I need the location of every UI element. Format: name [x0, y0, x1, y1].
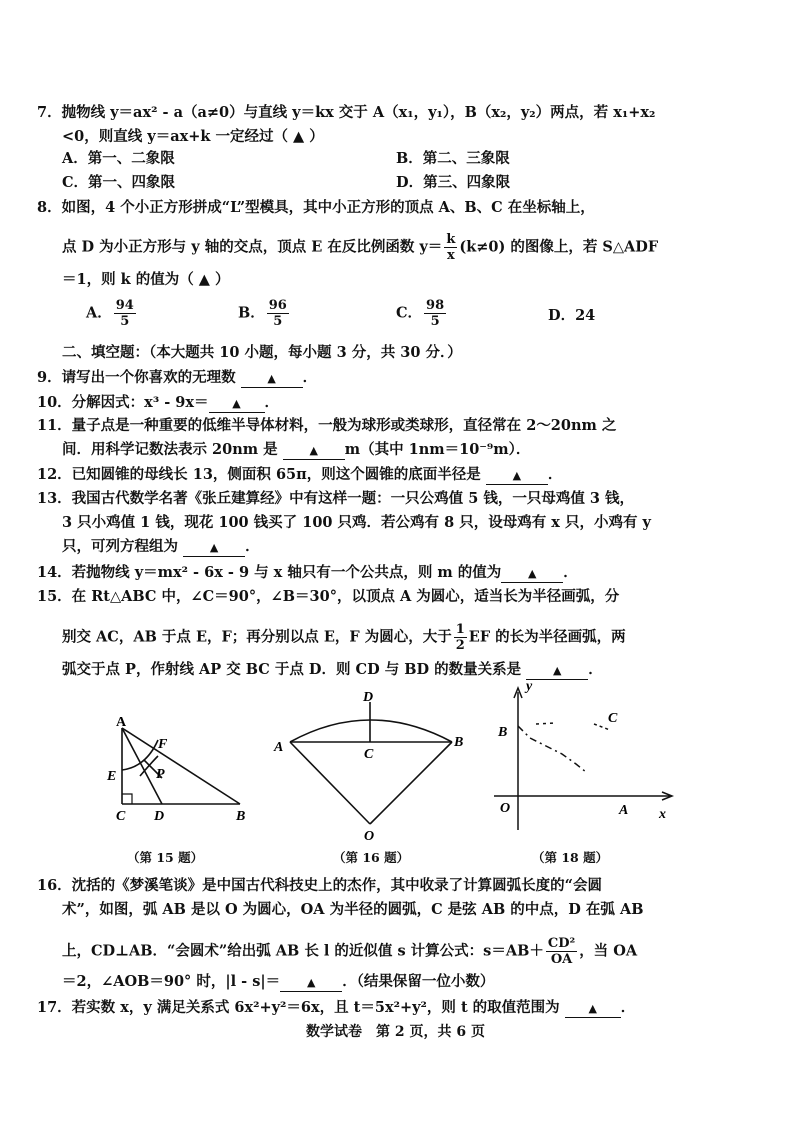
q15-fraction-one-half: $\frac{1}{2}$ — [455, 622, 465, 653]
fig16-arc-ab — [290, 720, 452, 742]
q8-line-1: 8．如图，4 个小正方形拼成“L”型模具，其中小正方形的顶点 A、B、C 在坐标轴上， — [37, 199, 595, 216]
q13-line-1: 13．我国古代数学名著《张丘建算经》中有这样一题：一只公鸡值 5 钱，一只母鸡值 3 钱， — [37, 490, 635, 507]
q11-line-1: 11．量子点是一种重要的低维半导体材料，一般为球形或类球形，直径常在 2～20nm 之 — [37, 417, 617, 434]
figure-18 — [486, 680, 686, 840]
fig16-radius-ob — [370, 742, 452, 824]
q7-option-d: D．第三、四象限 — [396, 174, 511, 191]
fig15-label-a: A — [116, 715, 127, 730]
fig16-label-o: O — [364, 829, 375, 844]
q8-line-3: ＝1，则 k 的值为（ ▲ ） — [62, 271, 230, 288]
q7-line-1: 7．抛物线 y＝ax² - a（a≠0）与直线 y＝kx 交于 A（x₁，y₁），B（x₂，y₂）两点，若 x₁+x₂ — [37, 104, 656, 121]
q8-option-a: A． $\frac{94}{5}$ — [86, 298, 134, 329]
q10-answer-blank[interactable]: ▲ — [209, 395, 265, 413]
page-footer: 数学试卷 第 2 页，共 6 页 — [306, 1024, 485, 1040]
fig18-faint-segment-bc — [536, 723, 556, 724]
fig18-faint-segment-ba — [518, 726, 586, 772]
fig18-label-c: C — [608, 711, 618, 726]
fig16-label-a: A — [274, 740, 284, 755]
q15-line-2: 别交 AC，AB 于点 E，F；再分别以点 E，F 为圆心，大于 $\frac{1}{2}$ EF 的长为半径画弧，两 — [62, 622, 626, 653]
q9: 9．请写出一个你喜欢的无理数 ▲ ． — [37, 369, 318, 386]
q7-line-2: <0，则直线 y＝ax+k 一定经过（ ▲ ） — [62, 128, 324, 145]
fig16-label-d: D — [363, 690, 374, 705]
q8-line-2: 点 D 为小正方形与 y 轴的交点，顶点 E 在反比例函数 y＝ $\frac{k}{x}$ (k≠0) 的图像上，若 S△ADF — [62, 232, 659, 263]
q8-option-d: D．24 — [548, 307, 596, 324]
q15-line-1: 15．在 Rt△ABC 中，∠C＝90°，∠B＝30°，以顶点 A 为圆心，适当长为半径画弧，分 — [37, 588, 620, 605]
q14: 14．若抛物线 y＝mx² - 6x - 9 与 x 轴只有一个公共点，则 m 的值为 ▲ ． — [37, 564, 578, 581]
q16-fraction-cd2-over-oa: $\frac{\text{CD²}}{OA}$ — [547, 936, 576, 967]
q16-line-1: 16．沈括的《梦溪笔谈》是中国古代科技史上的杰作，其中收录了计算圆弧长度的“会圆 — [37, 877, 603, 894]
q11-answer-blank[interactable]: ▲ — [283, 442, 345, 460]
q7-option-c: C．第一、四象限 — [62, 174, 176, 191]
fig18-label-o: O — [500, 801, 511, 816]
fig18-label-a: A — [619, 803, 629, 818]
q12: 12．已知圆锥的母线长 13，侧面积 65π，则这个圆锥的底面半径是 ▲ ． — [37, 466, 563, 483]
q7-option-a: A．第一、二象限 — [62, 150, 175, 167]
fig16-caption: （第 16 题） — [333, 850, 410, 865]
q14-answer-blank[interactable]: ▲ — [501, 565, 563, 583]
section-2-heading: 二、填空题：（本大题共 10 小题，每小题 3 分，共 30 分．） — [62, 344, 462, 361]
figure-16 — [270, 684, 470, 844]
fig15-label-c: C — [116, 809, 126, 824]
fig18-caption: （第 18 题） — [532, 850, 609, 865]
fig15-ray-ap — [122, 728, 162, 804]
q15-line-3: 弧交于点 P，作射线 AP 交 BC 于点 D．则 CD 与 BD 的数量关系是 ▲ ． — [62, 661, 603, 678]
q15-answer-blank[interactable]: ▲ — [526, 662, 588, 680]
fig18-label-y: y — [526, 680, 533, 694]
fig15-caption: （第 15 题） — [127, 850, 204, 865]
q13-answer-blank[interactable]: ▲ — [183, 539, 245, 557]
fig15-label-e: E — [107, 769, 117, 784]
q16-line-4: ＝2，∠AOB＝90° 时，|l - s|＝ ▲ ．（结果保留一位小数） — [62, 973, 495, 990]
q11-line-2: 间．用科学记数法表示 20nm 是 ▲ m（其中 1nm＝10⁻⁹m）． — [62, 441, 531, 458]
fig15-label-f: F — [158, 737, 168, 752]
q13-line-2: 3 只小鸡值 1 钱，现花 100 钱买了 100 只鸡．若公鸡有 8 只，设母鸡有 x 只，小鸡有 y — [62, 514, 651, 531]
q10: 10．分解因式：x³ - 9x＝ ▲ ． — [37, 394, 280, 411]
fig16-label-c: C — [364, 747, 374, 762]
q8-fraction-k-over-x: $\frac{k}{x}$ — [446, 232, 456, 263]
q16-answer-blank[interactable]: ▲ — [280, 974, 342, 992]
fig18-label-x: x — [659, 807, 666, 822]
q8-option-b: B． $\frac{96}{5}$ — [238, 298, 287, 329]
q8-option-c: C． $\frac{98}{5}$ — [396, 298, 445, 329]
fig16-label-b: B — [454, 735, 464, 750]
fig16-radius-oa — [290, 742, 370, 824]
fig15-label-b: B — [236, 809, 246, 824]
q16-line-2: 术”，如图，弧 AB 是以 O 为圆心，OA 为半径的圆弧，C 是弦 AB 的中点，D 在弧 AB — [62, 901, 644, 918]
figure-15 — [100, 712, 270, 824]
fig15-right-angle-mark — [122, 794, 132, 804]
fig18-label-b: B — [498, 725, 508, 740]
q16-line-3: 上，CD⊥AB．“会圆术”给出弧 AB 长 l 的近似值 s 计算公式：s＝AB＋ $\frac{\text{CD²}}{OA}$ ，当 OA — [62, 936, 638, 967]
fig15-label-d: D — [154, 809, 165, 824]
q17-answer-blank[interactable]: ▲ — [565, 1000, 621, 1018]
q13-line-3: 只，可列方程组为 ▲ ． — [62, 538, 260, 555]
q12-answer-blank[interactable]: ▲ — [486, 467, 548, 485]
q7-option-b: B．第二、三象限 — [396, 150, 510, 167]
fig15-arc-ef — [122, 740, 158, 770]
fig15-label-p: P — [156, 767, 165, 782]
q9-answer-blank[interactable]: ▲ — [241, 370, 303, 388]
q17: 17．若实数 x，y 满足关系式 6x²+y²＝6x，且 t＝5x²+y²，则 t 的取值范围为 ▲ ． — [37, 999, 636, 1016]
fig15-side-ab — [122, 728, 240, 804]
